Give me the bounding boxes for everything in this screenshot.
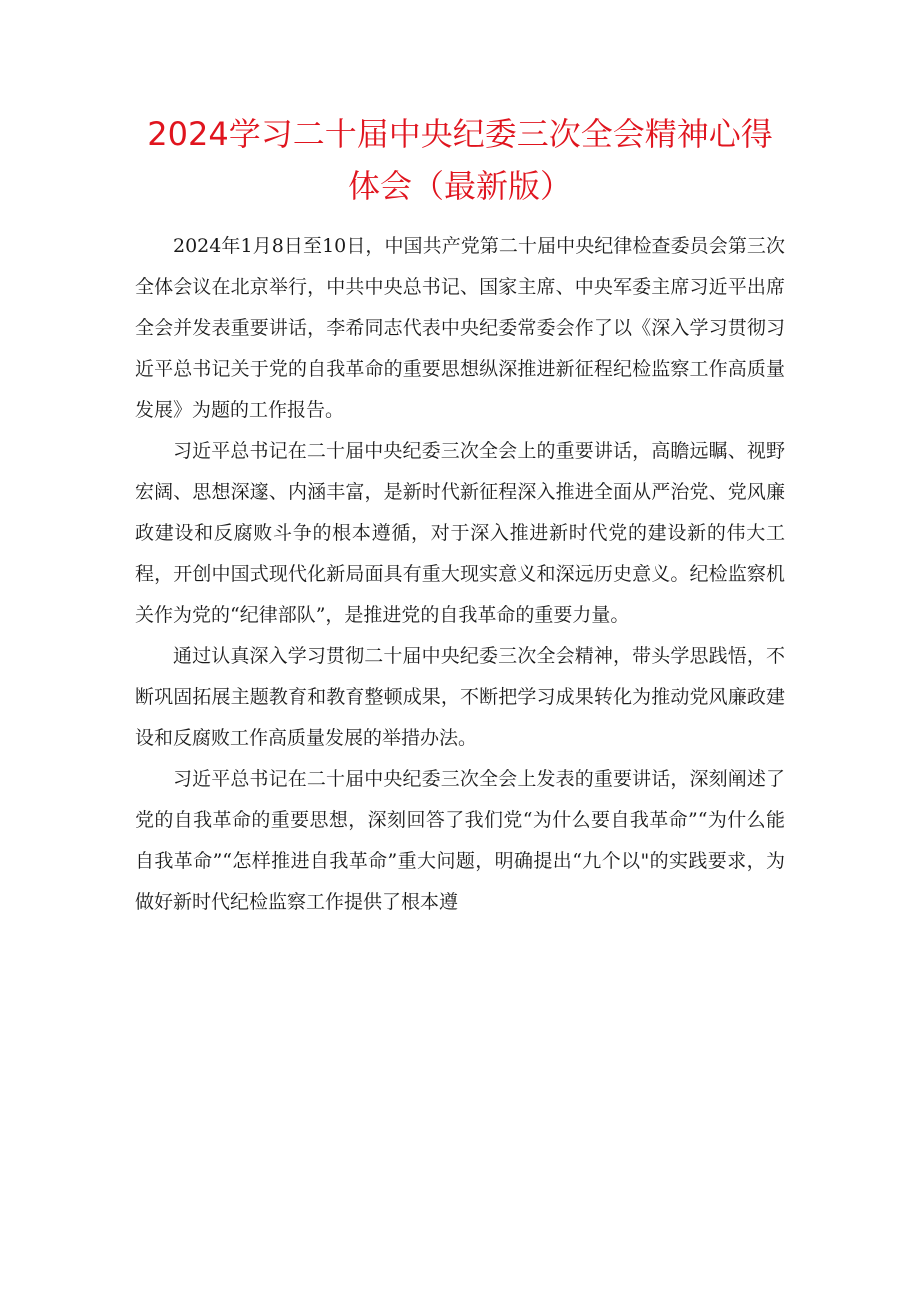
paragraph-4: 习近平总书记在二十届中央纪委三次全会上发表的重要讲话，深刻阐述了党的自我革命的重要思想，深刻回答了我们党“为什么要自我革命”“为什么能自我革命”“怎样推进自我革命”重大问题，明确提出“九个以"的实践要求，为做好新时代纪检监察工作提供了根本遵 bbox=[135, 768, 785, 913]
title-line-2: 体会（最新版） bbox=[347, 167, 572, 205]
paragraph-3: 通过认真深入学习贯彻二十届中央纪委三次全会精神，带头学思践悟，不断巩固拓展主题教育和教育整顿成果，不断把学习成果转化为推动党风廉政建设和反腐败工作高质量发展的举措办法。 bbox=[135, 645, 785, 749]
title-line-1: 2024学习二十届中央纪委三次全会精神心得 bbox=[147, 115, 773, 153]
paragraph-2: 习近平总书记在二十届中央纪委三次全会上的重要讲话，高瞻远瞩、视野宏阔、思想深邃、内涵丰富，是新时代新征程深入推进全面从严治党、党风廉政建设和反腐败斗争的根本遵循，对于深入推进新时代党的建设新的伟大工程，开创中国式现代化新局面具有重大现实意义和深远历史意义。纪检监察机关作为党的“纪律部队”，是推进党的自我革命的重要力量。 bbox=[135, 440, 785, 626]
document-title bbox=[120, 108, 800, 212]
paragraph-1: 2024年1月8日至10日，中国共产党第二十届中央纪律检查委员会第三次全体会议在北京举行，中共中央总书记、国家主席、中央军委主席习近平出席全会并发表重要讲话，李希同志代表中央纪委常委会作了以《深入学习贯彻习近平总书记关于党的自我革命的重要思想纵深推进新征程纪检监察工作高质量发展》为题的工作报告。 bbox=[135, 235, 785, 421]
document-body bbox=[135, 226, 785, 923]
